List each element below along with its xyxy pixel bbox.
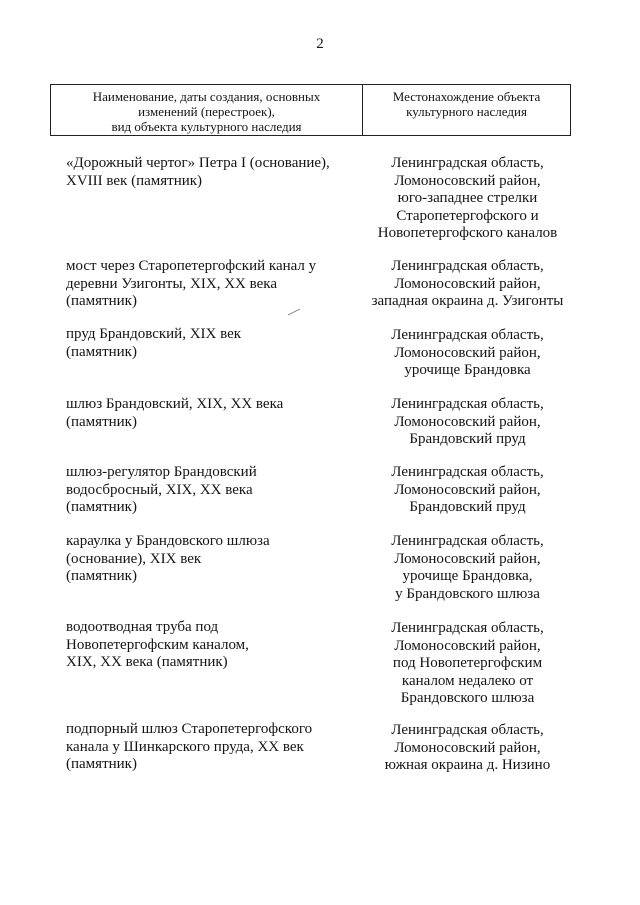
entry-location-line: Новопетергофского каналов [377,225,558,241]
entry-location-line: Ленинградская область, [391,396,544,412]
header-name-line: Наименование, даты создания, основных [92,89,321,104]
entry-name [66,533,366,586]
entry-location-line: Ленинградская область, [391,620,544,636]
pen-mark [287,308,301,316]
entry-name-line: (памятник) [66,499,137,515]
entry-location-line: Старопетергофского и [396,207,539,224]
header-location-line: культурного наследия [406,104,527,119]
entry-name-line: водосбросный, XIX, XX века [66,481,253,498]
entry-name [66,721,366,774]
header-name-column [51,85,363,135]
entry-location [365,533,570,603]
entry-location-line: каналом недалеко от [401,672,534,689]
entry-location [365,396,570,449]
entry-location-line: Ленинградская область, [391,533,544,549]
entry-location [365,722,570,775]
entry-location-line: Ленинградская область, [391,258,544,274]
entry-location-line: Ломоносовский район, [394,275,541,292]
entry-location-line: Ломоносовский район, [394,413,541,430]
entry-location-line: урочище Брандовка, [402,568,533,584]
entry-name-line: караулка у Брандовского шлюза [66,533,270,549]
entry-location-line: западная окраина д. Узигонты [371,293,564,309]
entry-location-line: Ломоносовский район, [394,172,541,189]
entry-name-line: (памятник) [66,343,137,360]
entry-location-line: южная окраина д. Низино [384,757,551,773]
entry-name-line: (памятник) [66,293,137,309]
table-header [50,84,571,136]
header-name-line: вид объекта культурного наследия [111,119,302,134]
entry-name-line: мост через Старопетергофский канал у [66,258,317,274]
entry-location-line: Ленинградская область, [391,327,544,343]
entry-location-line: Ломоносовский район, [394,739,541,756]
entry-location-line: Ломоносовский район, [394,550,541,567]
header-location-line: Местонахождение объекта [392,89,541,104]
entry-name-line: шлюз Брандовский, XIX, XX века [66,396,284,412]
entry-location [365,464,570,517]
entry-location-line: Ломоносовский район, [394,481,541,498]
entry-name-line: XIX, XX века (памятник) [66,654,228,670]
entry-name [66,464,366,517]
entry-name-line: XVIII век (памятник) [66,172,203,189]
entry-name-line: Новопетергофским каналом, [66,636,249,653]
entry-name-line: (памятник) [66,568,137,584]
entry-location-line: Ломоносовский район, [394,637,541,654]
entry-location-line: Ленинградская область, [391,722,544,738]
entry-location-line: Брандовский пруд [409,431,526,447]
entry-location [365,327,570,380]
entry-name-line: шлюз-регулятор Брандовский [66,464,257,480]
entry-location-line: юго-западнее стрелки [397,190,538,206]
entry-name [66,155,366,190]
entry-name [66,396,366,431]
entry-location-line: Брандовского шлюза [400,690,535,706]
entry-name-line: пруд Брандовский, XIX век [66,326,242,342]
entry-location-line: урочище Брандовка [404,362,531,378]
entry-name [66,619,366,672]
entry-location [365,620,570,708]
entry-location-line: под Новопетергофским [392,655,543,671]
entry-name-line: (памятник) [66,413,137,430]
entry-name-line: «Дорожный чертог» Петра I (основание), [66,155,330,171]
page-number: 2 [316,36,324,52]
entry-location [365,155,570,243]
entry-location-line: у Брандовского шлюза [395,585,540,602]
entry-location-line: Ломоносовский район, [394,344,541,361]
entry-name-line: (памятник) [66,756,137,772]
entry-name-line: водоотводная труба под [66,619,219,635]
header-location-column [363,85,570,135]
entry-name-line: деревни Узигонты, XIX, XX века [66,275,277,292]
header-name-line: изменений (перестроек), [138,104,275,119]
entry-name [66,326,366,361]
entry-name-line: (основание), XIX век [66,550,202,567]
entry-location-line: Ленинградская область, [391,464,544,480]
entry-name-line: канала у Шинкарского пруда, XX век [66,738,304,755]
entry-location-line: Брандовский пруд [409,499,526,515]
entry-location-line: Ленинградская область, [391,155,544,171]
entry-name-line: подпорный шлюз Старопетергофского [66,721,313,737]
entry-name [66,258,366,311]
entry-location [365,258,570,311]
